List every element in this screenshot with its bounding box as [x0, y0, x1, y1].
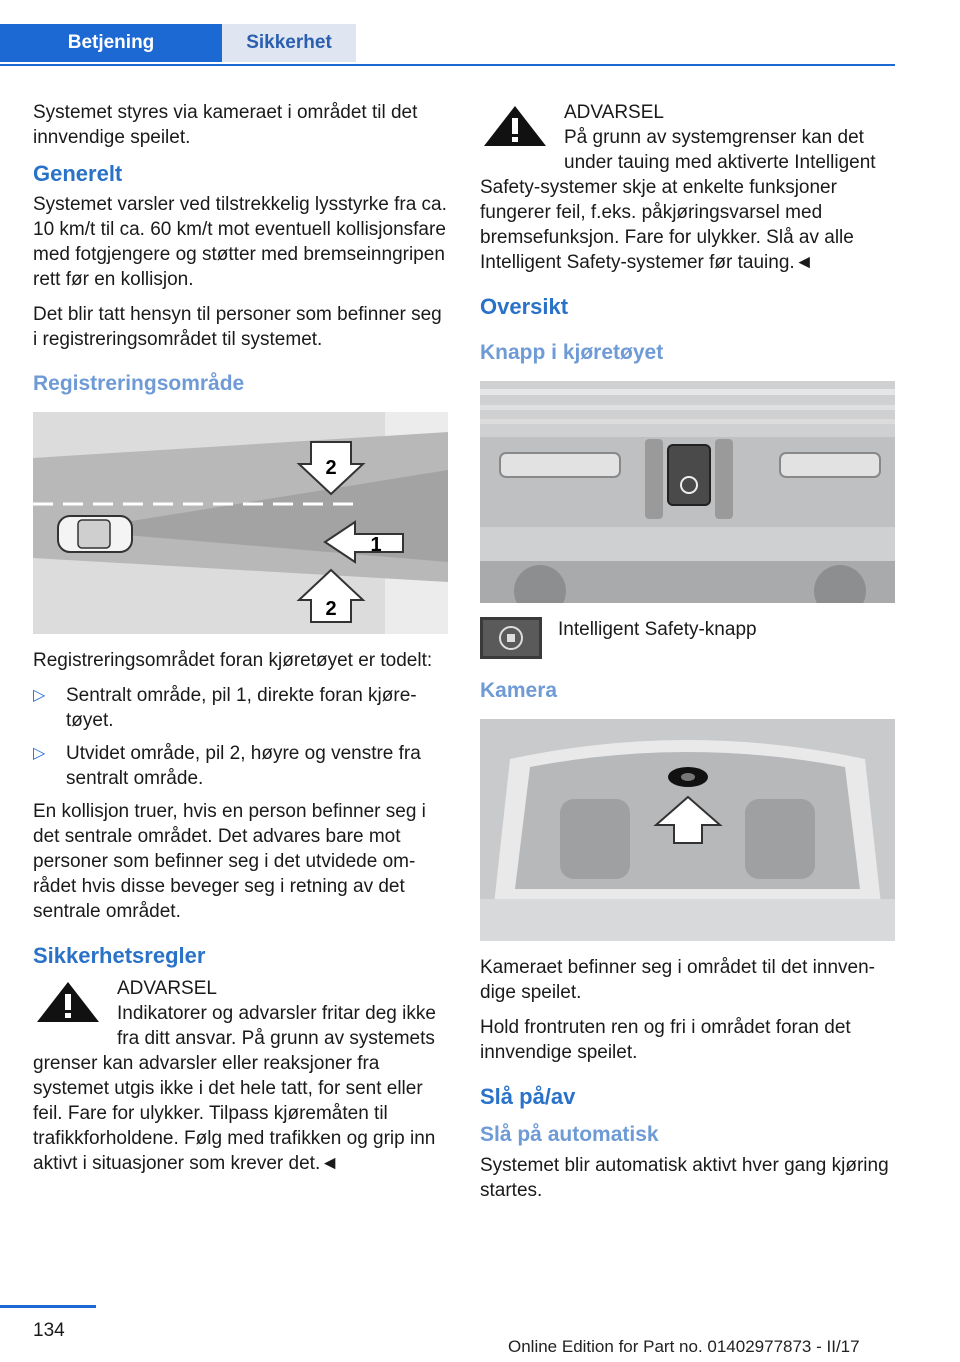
heading-generelt: Generelt	[33, 161, 123, 186]
button-caption-row	[480, 617, 895, 659]
heading-oversikt: Oversikt	[480, 294, 569, 319]
button-caption: Intelligent Safety-knapp	[558, 619, 757, 640]
heading-slaa-paa-automatisk: Slå på automatisk	[480, 1123, 659, 1146]
page-number: 134	[33, 1320, 65, 1341]
warning-text: Indikatorer og advarsler fritar deg ikke fra ditt ansvar. På grunn av systemets grenser kan advarsler eller reaksjoner fra systemet utgis ikke i det hele tatt, for sent eller feil. Fare for ulykker. Tilpass kjøremåten til trafikkforholdene. Følg med trafikken og grip inn aktivt i situasjoner som krever det.◄	[33, 1003, 436, 1174]
tab-betjening: Betjening	[0, 24, 222, 62]
intelligent-safety-button-thumbnail-icon	[480, 617, 542, 659]
left-column	[33, 100, 448, 1186]
car-icon	[58, 516, 132, 552]
chapter-tab-bar	[0, 24, 895, 66]
arrow-label-middle: 1	[370, 534, 382, 556]
heading-kamera: Kamera	[480, 679, 558, 702]
slaa-automatisk-paragraph: Systemet blir automatisk aktivt hver gang kjøring startes.	[480, 1155, 889, 1201]
heading-knapp: Knapp i kjøretøyet	[480, 341, 664, 364]
heading-registreringsomrade: Registreringsområde	[33, 372, 245, 395]
registrering-paragraph-1: Registreringsområdet foran kjøretøyet er todelt:	[33, 650, 433, 671]
kamera-paragraph-1: Kameraet befinner seg i området til det innvendige speilet.	[480, 957, 875, 1003]
warning-triangle-icon	[480, 102, 550, 150]
dashboard-button-photo	[480, 381, 895, 603]
warning-title: ADVARSEL	[564, 102, 664, 123]
heading-sikkerhetsregler: Sikkerhetsregler	[33, 943, 206, 968]
warning-block-right	[480, 100, 895, 275]
detection-area-figure	[33, 412, 448, 634]
generelt-paragraph-2: Det blir tatt hensyn til personer som befinner seg i registreringsområdet til systemet.	[33, 304, 442, 350]
list-item: ▷ Sentralt område, pil 1, direkte foran kjøretøyet.	[33, 685, 417, 731]
arrow-label-bottom: 2	[325, 598, 337, 620]
generelt-paragraph-1: Systemet varsler ved tilstrekkelig lysstyrke fra ca. 10 km/t til ca. 60 km/t mot eventuell kollisjonsfare med fotgjengere og støtter med bremseinngripen rett før en kollisjon.	[33, 194, 447, 290]
kamera-paragraph-2: Hold frontruten ren og fri i området foran det innvendige speilet.	[480, 1017, 851, 1063]
camera-photo	[480, 719, 895, 941]
tab-sikkerhet: Sikkerhet	[222, 24, 356, 62]
arrow-label-top: 2	[325, 457, 337, 479]
warning-text: På grunn av systemgrenser kan det under tauing med aktiverte Intelligent Safety-systemer skje at enkelte funksjoner fungerer feil, f.eks. påkjøringsvarsel med bremsefunksjon. Fare for ulykker. Slå av alle Intelligent Safety-systemer før tauing.◄	[480, 127, 876, 273]
triangle-bullet-icon: ▷	[33, 687, 46, 704]
intro-paragraph: Systemet styres via kameraet i området til det innvendige speilet.	[33, 102, 418, 148]
footer-edition: Online Edition for Part no. 01402977873 - II/17	[508, 1337, 860, 1356]
heading-slaa-paa-av: Slå på/av	[480, 1084, 576, 1109]
right-column	[480, 100, 895, 1213]
triangle-bullet-icon: ▷	[33, 745, 46, 762]
footer-accent-line	[0, 1305, 96, 1308]
intelligent-safety-button-icon	[668, 445, 710, 505]
warning-block-left	[33, 976, 448, 1176]
registrering-bullet-list	[33, 683, 448, 791]
warning-title: ADVARSEL	[117, 978, 217, 999]
list-item: ▷ Utvidet område, pil 2, høyre og venstre fra sentralt område.	[33, 743, 421, 789]
warning-triangle-icon	[33, 978, 103, 1026]
registrering-paragraph-2: En kollisjon truer, hvis en person befinner seg i det sentrale området. Det advares bare mot personer som befinner seg i det utvidede området hvis disse beveger seg i retning av det sentrale området.	[33, 801, 426, 922]
